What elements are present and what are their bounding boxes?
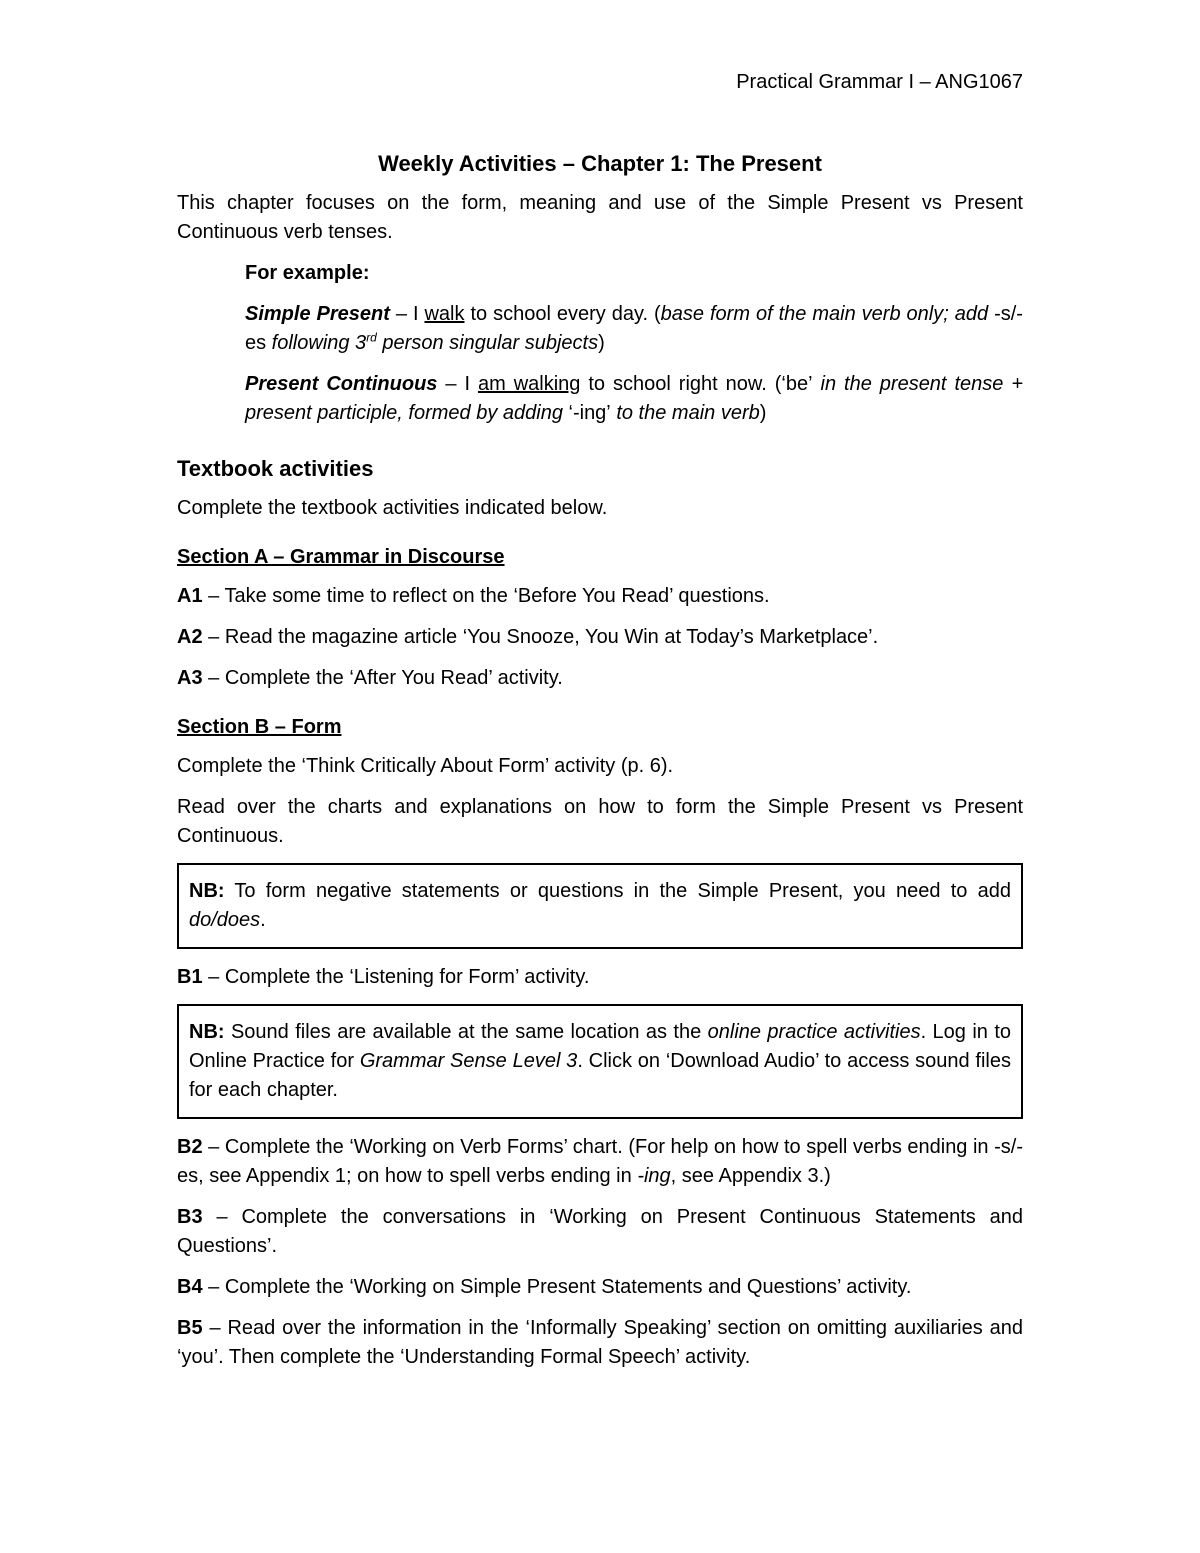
activity-b2 [177, 1133, 1023, 1191]
activity-b5 [177, 1314, 1023, 1372]
activity-id: B3 [177, 1206, 203, 1228]
nb-box-sound-files [177, 1004, 1023, 1119]
simple-present-rest: to school every day. ( [464, 303, 661, 325]
nb-text-a: Sound files are available at the same location as the [224, 1021, 708, 1043]
textbook-instruction: Complete the textbook activities indicated below. [177, 497, 608, 519]
nb-end: . [260, 909, 266, 931]
activity-text: – Complete the ‘Listening for Form’ activity. [202, 966, 590, 988]
course-header: Practical Grammar I – ANG1067 [736, 71, 1023, 93]
nb-label: NB: [189, 880, 225, 902]
present-continuous-note-b: to the main verb [610, 402, 760, 424]
nb-text-b: . Log in to Online Practice for [189, 1021, 1012, 1072]
activity-id: A1 [177, 585, 203, 607]
present-continuous-q2: ‘-ing’ [568, 402, 611, 424]
present-continuous-term: Present Continuous [245, 373, 438, 395]
activity-a3 [177, 664, 1023, 693]
example-block [177, 259, 1023, 428]
section-b-heading: Section B – Form [177, 716, 342, 738]
activity-text: – Read the magazine article ‘You Snooze, You Win at Today’s Marketplace’. [202, 626, 879, 648]
activity-italic: -ing [637, 1165, 671, 1187]
section-a-heading: Section A – Grammar in Discourse [177, 546, 505, 568]
nb-italic-b: Grammar Sense Level 3 [359, 1050, 578, 1072]
textbook-heading: Textbook activities [177, 456, 374, 481]
document-page [177, 68, 1023, 1384]
nb-negatives-text [189, 877, 1011, 935]
activity-id: B5 [177, 1317, 203, 1339]
simple-present-term: Simple Present [245, 303, 390, 325]
nb-italic-a: online practice activities [707, 1021, 921, 1043]
activity-id: B2 [177, 1136, 203, 1158]
activity-text: – Read over the information in the ‘Informally Speaking’ section on omitting auxiliaries and ‘you’. Then complete the ‘Understanding Formal Speech’ activity. [177, 1317, 1023, 1368]
activity-b4 [177, 1273, 1023, 1302]
section-b-paragraph-1: Complete the ‘Think Critically About Form’ activity (p. 6). [177, 755, 674, 777]
page-title: Weekly Activities – Chapter 1: The Present [378, 151, 822, 176]
activity-text: – Complete the ‘Working on Simple Present Statements and Questions’ activity. [202, 1276, 912, 1298]
present-continuous-example [245, 370, 1023, 428]
activity-text: – Complete the ‘After You Read’ activity. [202, 667, 563, 689]
simple-present-note-c: following 3 [266, 332, 367, 354]
activity-text-b: , see Appendix 3.) [670, 1165, 831, 1187]
example-label: For example: [245, 262, 370, 284]
present-continuous-close: ) [759, 402, 767, 424]
activity-b1 [177, 963, 1023, 992]
activity-id: B1 [177, 966, 203, 988]
nb-text: To form negative statements or questions in the Simple Present, you need to add [224, 880, 1011, 902]
present-continuous-dash: – I [437, 373, 478, 395]
activity-text-a: – Complete the ‘Working on Verb Forms’ chart. (For help on how to spell verbs ending in -s/-es, see Appendix 1; on how to spell verbs ending in [177, 1136, 1023, 1187]
activity-id: A2 [177, 626, 203, 648]
section-b-paragraph-2: Read over the charts and explanations on how to form the Simple Present vs Present Continuous. [177, 796, 1023, 847]
present-continuous-note-a: in the present tense + present participle, formed by adding [245, 373, 1024, 424]
activity-text: – Take some time to reflect on the ‘Before You Read’ questions. [202, 585, 770, 607]
activity-b3 [177, 1203, 1023, 1261]
present-continuous-rest: to school right now. ( [580, 373, 782, 395]
nb-box-negatives [177, 863, 1023, 949]
intro-paragraph: This chapter focuses on the form, meaning and use of the Simple Present vs Present Continuous verb tenses. [177, 192, 1023, 243]
activity-id: A3 [177, 667, 203, 689]
activity-a2 [177, 623, 1023, 652]
activity-a1 [177, 582, 1023, 611]
simple-present-sup: rd [366, 330, 377, 345]
nb-italic: do/does [189, 909, 261, 931]
simple-present-dash: – I [389, 303, 425, 325]
simple-present-note-d: person singular subjects [376, 332, 599, 354]
nb-sound-text [189, 1018, 1011, 1105]
nb-label: NB: [189, 1021, 225, 1043]
simple-present-note-a: base form of the main verb only; add [660, 303, 995, 325]
simple-present-example [245, 300, 1023, 358]
activity-id: B4 [177, 1276, 203, 1298]
present-continuous-verb: am walking [477, 373, 581, 395]
present-continuous-q1: ‘be’ [781, 373, 813, 395]
simple-present-close: ) [598, 332, 605, 354]
simple-present-note-b: -s/-es [245, 303, 1023, 354]
nb-text-c: . Click on ‘Download Audio’ to access sound files for each chapter. [189, 1050, 1011, 1101]
activity-text: – Complete the conversations in ‘Working on Present Continuous Statements and Questions’. [177, 1206, 1023, 1257]
simple-present-verb: walk [424, 303, 465, 325]
